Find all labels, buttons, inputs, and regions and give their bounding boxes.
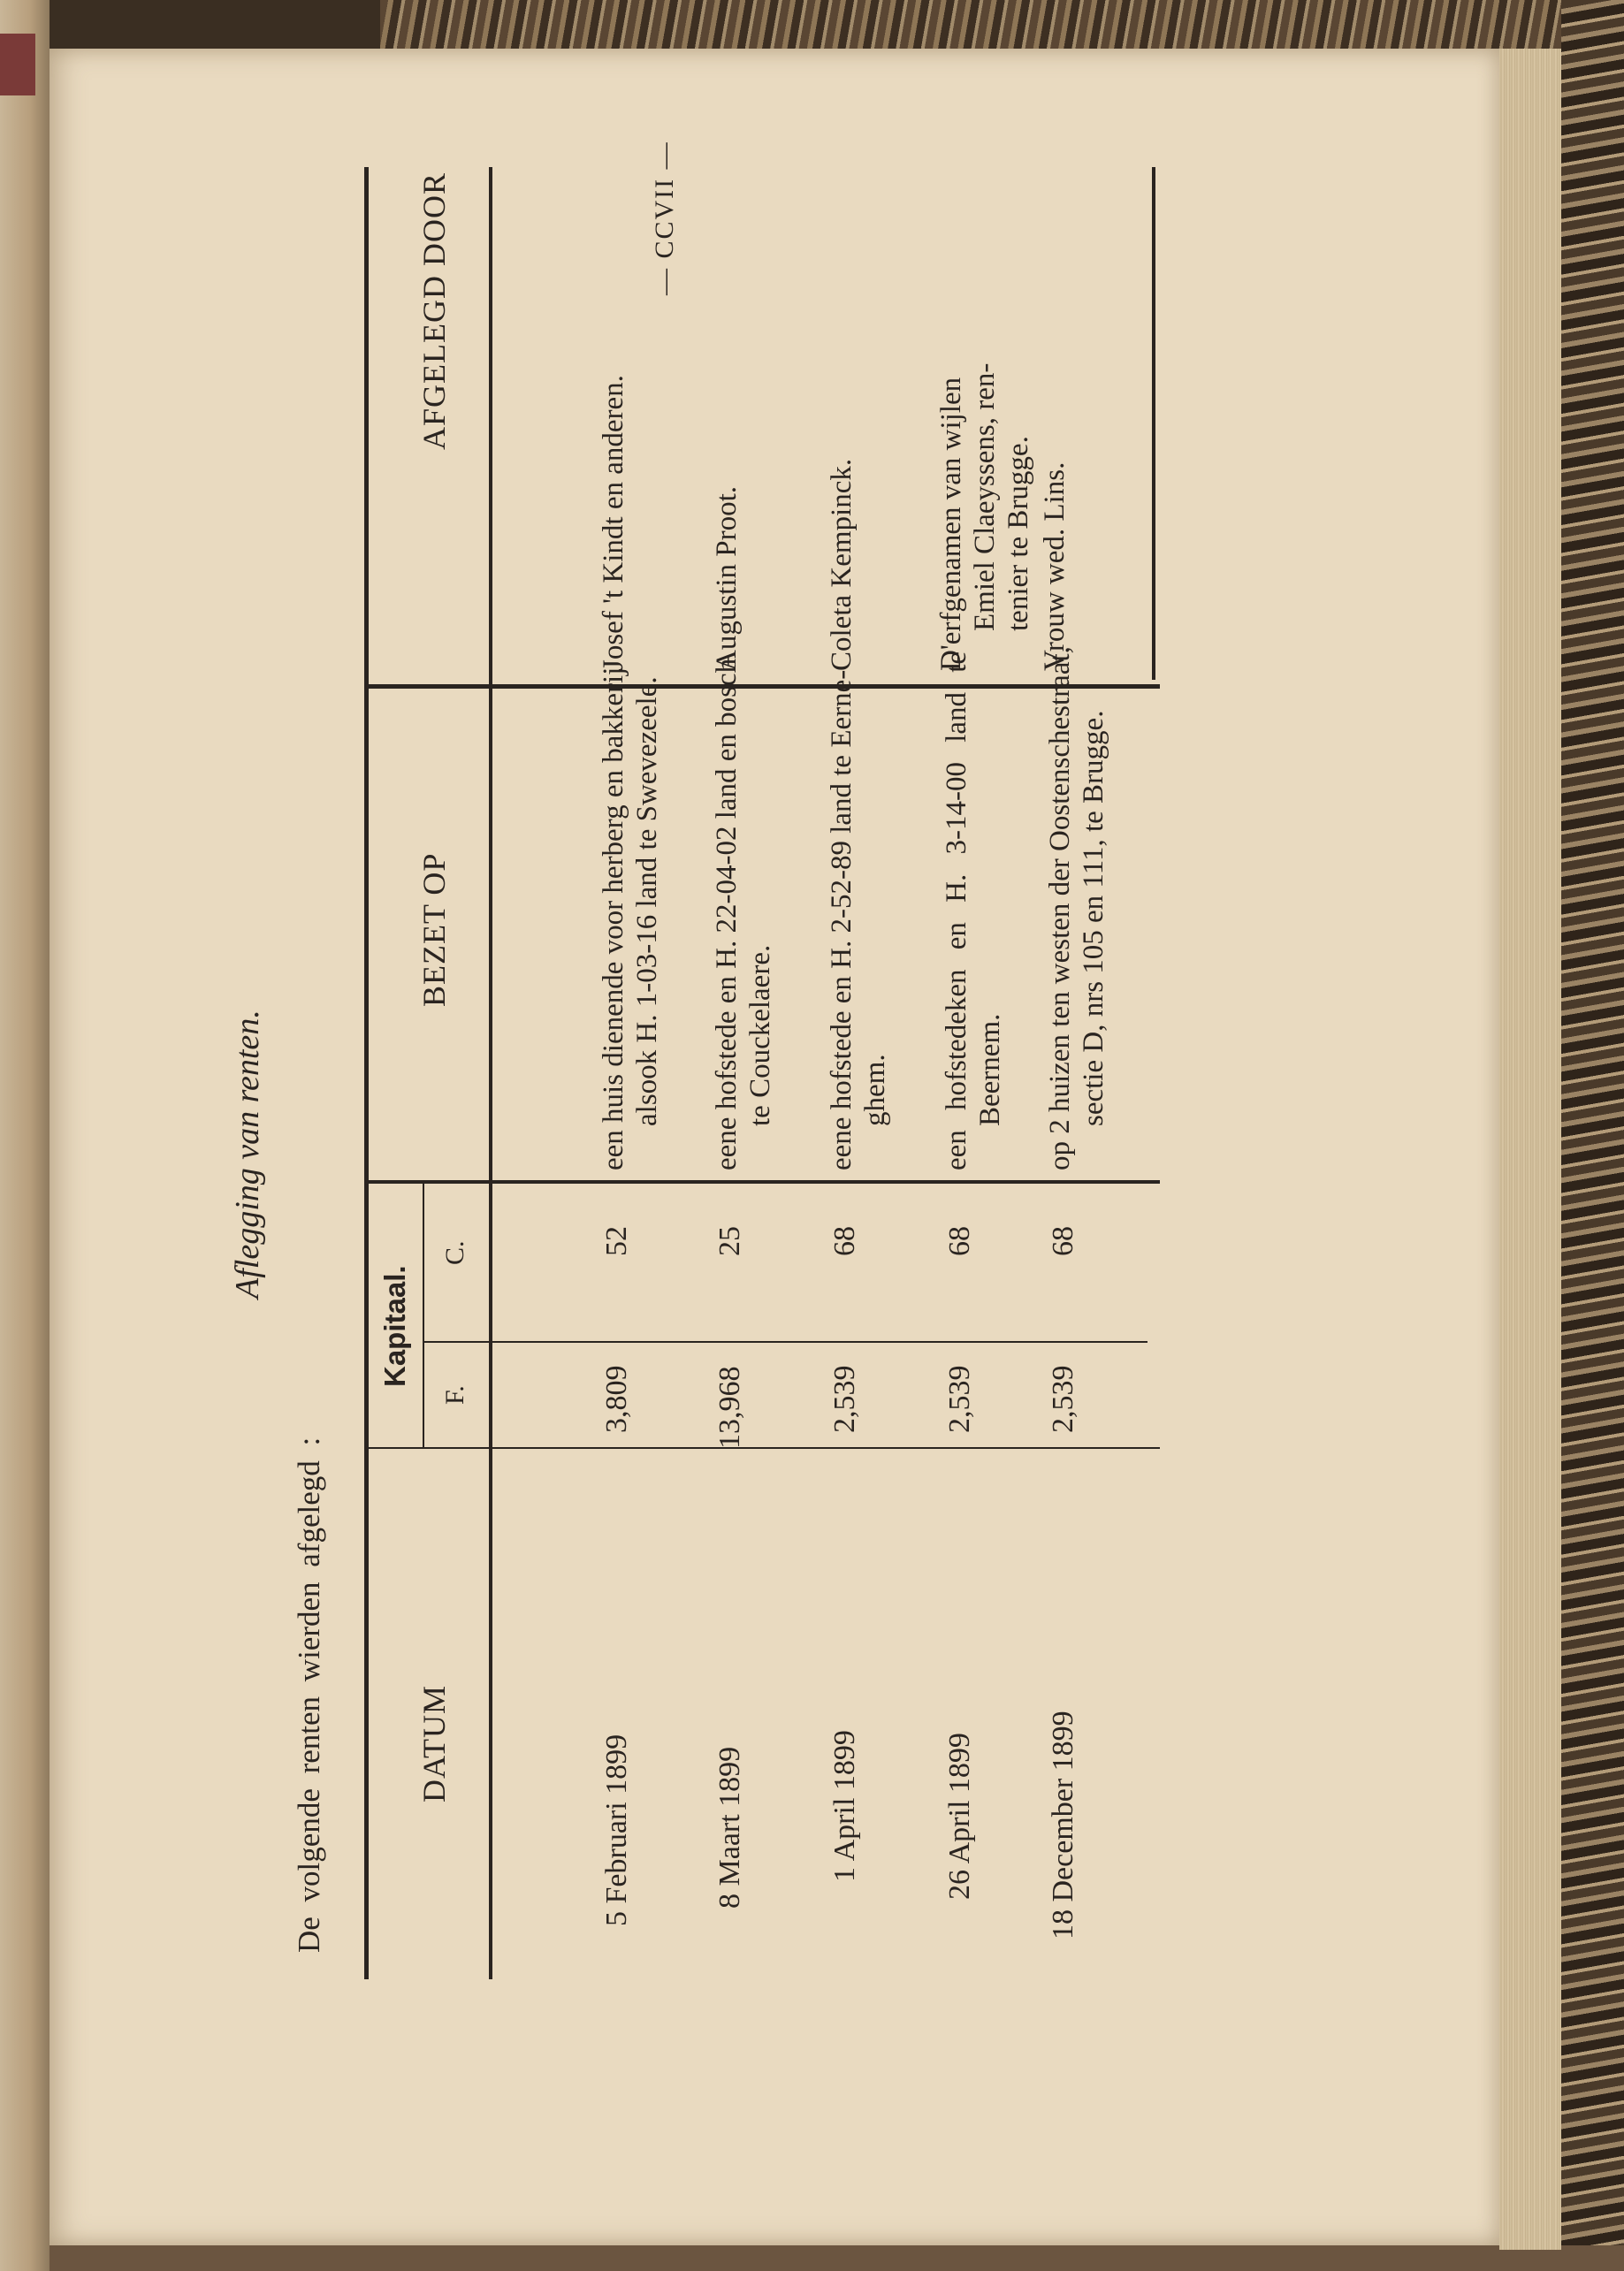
row-kapitaal-f: 3,809 — [600, 1365, 633, 1433]
bezet-op-line: sectie D, nrs 105 en 111, te Brugge. — [1077, 710, 1109, 1126]
intro-text: De volgende renten wierden afgelegd : — [292, 1437, 326, 1953]
bezet-op-line: eene hofstede en H. 2-52-89 land te Eerne- — [826, 669, 858, 1170]
row-kapitaal-f: 2,539 — [943, 1365, 976, 1433]
row-kapitaal-f: 2,539 — [1047, 1365, 1079, 1433]
row-bezet-op — [1044, 646, 1111, 1170]
table-top-rule — [364, 167, 369, 1979]
column-rule-f-c — [423, 1341, 1147, 1343]
header-kapitaal-f: F. — [440, 1385, 469, 1405]
row-datum: 1 April 1899 — [828, 1730, 861, 1882]
bezet-op-line: alsook H. 1-03-16 land te Swevezeele. — [630, 676, 663, 1126]
afgelegd-door-line: Vrouw wed. Lins. — [1039, 461, 1071, 671]
row-bezet-op — [598, 667, 665, 1170]
bezet-op-line: een hofstedeken en H. 3-14-00 land te — [941, 651, 972, 1170]
row-afgelegd-door — [826, 459, 859, 671]
bezet-op-line: eene hofstede en H. 22-04-02 land en bosch — [711, 658, 743, 1170]
header-datum: DATUM — [416, 1684, 452, 1802]
header-kapitaal-c: C. — [440, 1240, 469, 1265]
afgelegd-door-line: Josef 't Kindt en anderen. — [598, 375, 629, 671]
row-kapitaal-c: 25 — [713, 1226, 746, 1256]
row-datum: 18 December 1899 — [1047, 1711, 1079, 1939]
afgelegd-door-line: Coleta Kempinck. — [826, 458, 858, 671]
row-kapitaal-f: 13,968 — [713, 1366, 746, 1449]
row-afgelegd-door — [598, 375, 631, 671]
row-bezet-op — [941, 652, 1008, 1170]
row-bezet-op — [711, 659, 778, 1170]
column-rule-kapitaal-bezet — [364, 1180, 1160, 1184]
row-bezet-op — [826, 670, 893, 1170]
row-datum: 8 Maart 1899 — [713, 1746, 746, 1909]
row-kapitaal-c: 52 — [600, 1226, 633, 1256]
bezet-op-line: op 2 huizen ten westen der Oostenschestraat, — [1044, 646, 1076, 1170]
header-afgelegd-door: AFGELEGD DOOR — [416, 172, 452, 450]
kapitaal-sub-rule — [423, 1184, 424, 1449]
page-title: Aflegging van renten. — [229, 1010, 266, 1299]
bezet-op-line: te Couckelaere. — [743, 944, 776, 1126]
table-header-rule — [489, 167, 492, 1979]
table-bottom-rule — [1152, 167, 1155, 680]
header-bezet-op: BEZET OP — [416, 852, 452, 1007]
row-afgelegd-door — [1039, 462, 1072, 671]
afgelegd-door-line: D'erfgenamen van wijlen — [935, 377, 967, 671]
row-datum: 5 Februari 1899 — [600, 1734, 633, 1926]
header-kapitaal: Kapitaal. — [378, 1265, 411, 1387]
afgelegd-door-line: tenier te Brugge. — [1002, 436, 1034, 631]
bezet-op-line: Beernem. — [973, 1013, 1006, 1126]
row-afgelegd-door — [711, 486, 744, 671]
row-kapitaal-f: 2,539 — [828, 1365, 861, 1433]
row-afgelegd-door — [935, 363, 1036, 671]
bezet-op-line: ghem. — [858, 1054, 891, 1126]
row-kapitaal-c: 68 — [943, 1226, 976, 1256]
bezet-op-line: een huis dienende voor herberg en bakkerij — [598, 667, 629, 1170]
page-number: — CCVII — — [650, 141, 679, 295]
row-datum: 26 April 1899 — [943, 1733, 976, 1900]
afgelegd-door-line: Augustin Proot. — [711, 485, 743, 671]
column-rule-datum-kapitaal — [364, 1447, 1160, 1449]
row-kapitaal-c: 68 — [828, 1226, 861, 1256]
afgelegd-door-line: Emiel Claeyssens, ren- — [968, 362, 1001, 631]
row-kapitaal-c: 68 — [1047, 1226, 1079, 1256]
